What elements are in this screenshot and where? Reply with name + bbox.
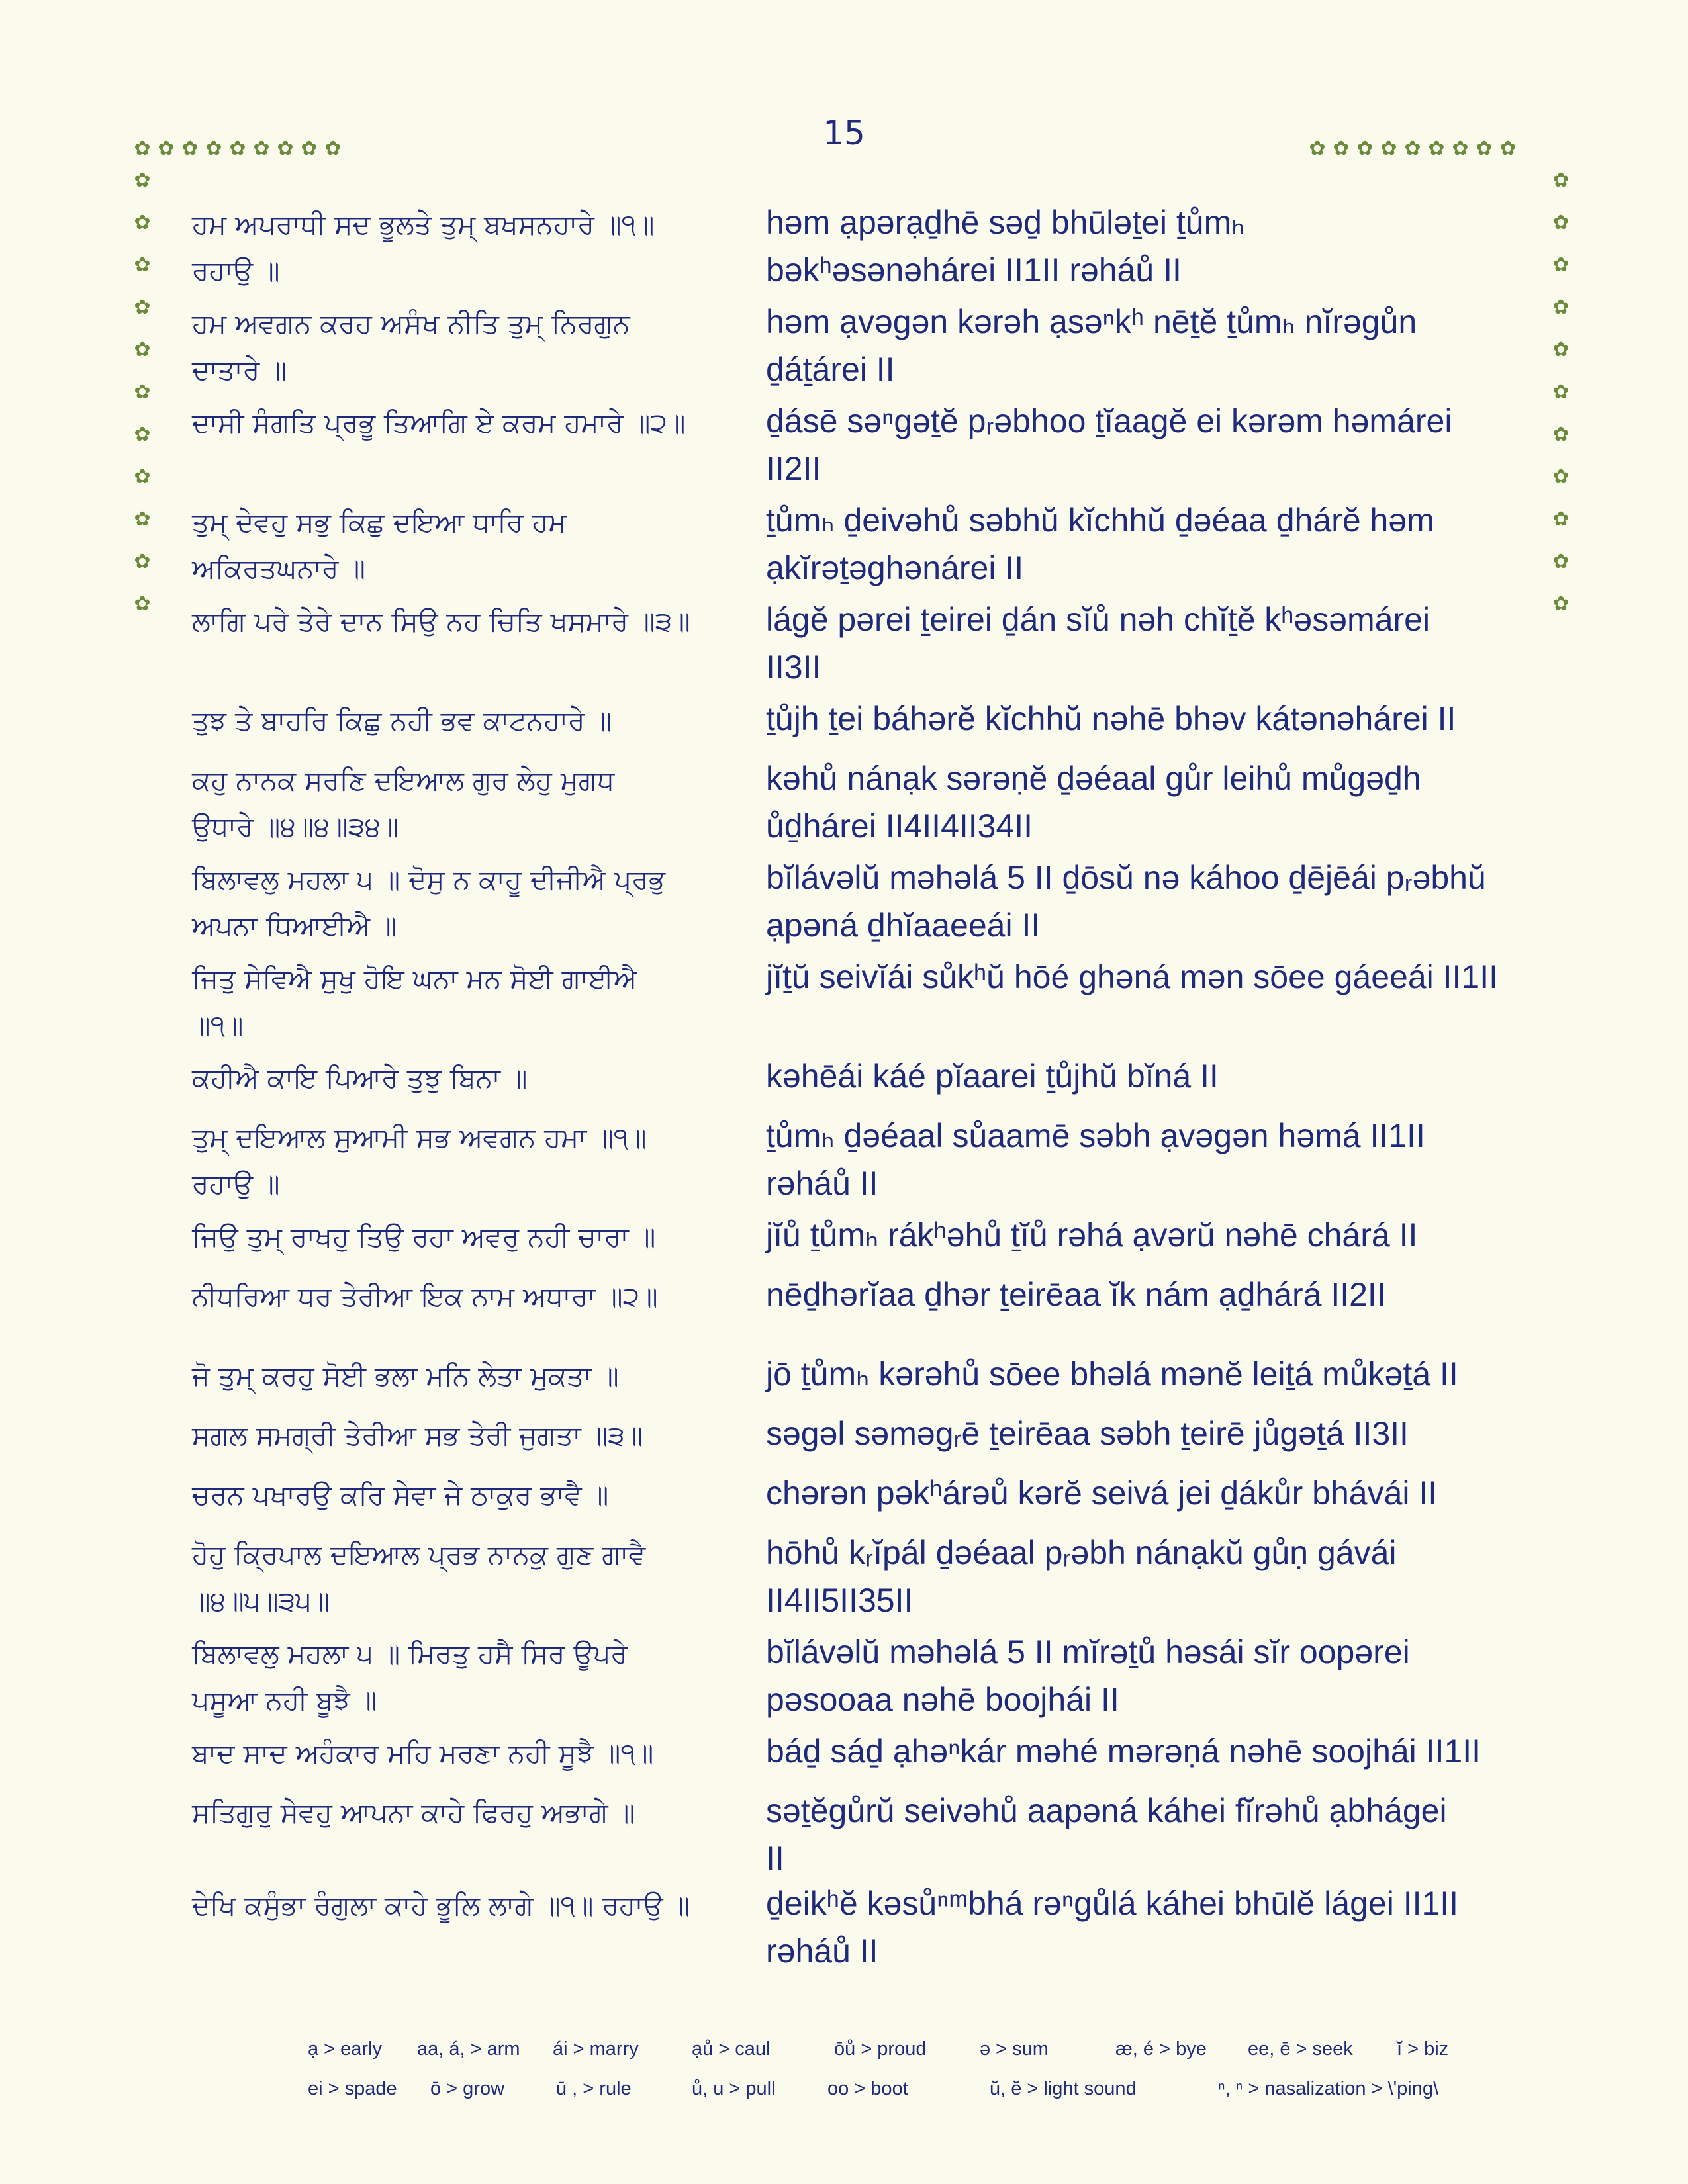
legend-item: ạů > caul — [692, 2038, 771, 2060]
flower-ornament-icon: ✿ — [134, 137, 151, 160]
gurmukhi-text — [192, 1273, 735, 1320]
legend-item: ĭ > biz — [1397, 2038, 1449, 2060]
transliteration-text — [766, 1052, 1514, 1100]
gurmukhi-line: ਰਹਾਉ ॥ — [192, 1168, 280, 1200]
transliteration-text — [766, 1727, 1514, 1775]
gurmukhi-text — [192, 300, 735, 393]
flower-ornament-icon: ✿ — [1499, 137, 1517, 160]
transliteration-text — [766, 754, 1514, 850]
transliteration-text — [766, 496, 1514, 592]
gurmukhi-line: ਸਤਿਗੁਰੁ ਸੇਵਹੁ ਆਪਨਾ ਕਾਹੇ ਫਿਰਹੁ ਅਭਾਗੇ ॥ — [192, 1797, 635, 1829]
legend-item: æ, é > bye — [1115, 2038, 1207, 2060]
legend-item: ạ > early — [308, 2038, 383, 2060]
page-number: 15 — [823, 114, 865, 152]
legend-item: ō > grow — [430, 2078, 505, 2099]
gurmukhi-text — [192, 956, 735, 1048]
gurmukhi-line: ਕਹੀਐ ਕਾਇ ਪਿਆਰੇ ਤੁਝੁ ਬਿਨਾ ॥ — [192, 1062, 528, 1094]
legend-item: ů, u > pull — [692, 2078, 776, 2099]
flower-ornament-icon: ✿ — [1552, 550, 1570, 573]
flower-ornament-icon: ✿ — [1552, 508, 1570, 531]
transliteration-text — [766, 854, 1514, 949]
transliteration-line: ṯůmₕ ḏəéaal sůaamē səbh ạvəgən həmá II1II — [766, 1117, 1425, 1154]
gurmukhi-line: ਸਗਲ ਸਮਗ੍ਰੀ ਤੇਰੀਆ ਸਭ ਤੇਰੀ ਜੁਗਤਾ ॥੩॥ — [192, 1420, 643, 1451]
gurmukhi-line: ਪਸੂਆ ਨਹੀ ਬੂਝੈ ॥ — [192, 1684, 377, 1716]
gurmukhi-text — [192, 1472, 735, 1518]
flower-ornament-icon: ✿ — [277, 137, 294, 160]
flower-ornament-icon: ✿ — [181, 137, 199, 160]
gurmukhi-line: ॥੪॥੫॥੩੫॥ — [192, 1585, 330, 1617]
gurmukhi-line: ਬਿਲਾਵਲੁ ਮਹਲਾ ੫ ॥ ਮਿਰਤੁ ਹਸੈ ਸਿਰ ਊਪਰੇ — [192, 1638, 628, 1670]
transliteration-line: II4II5II35II — [766, 1582, 914, 1619]
flower-ornament-icon: ✿ — [1476, 137, 1493, 160]
transliteration-line: ṯůmₕ ḏeivəhů səbhŭ kĭchhŭ ḏəéaa ḏhárĕ həm — [766, 502, 1434, 539]
flower-ornament-icon: ✿ — [1404, 137, 1421, 160]
gurmukhi-line: ਤੁਝ ਤੇ ਬਾਹਰਿ ਕਿਛੁ ਨਹੀ ਭਵ ਕਾਟਨਹਾਰੇ ॥ — [192, 705, 612, 737]
gurmukhi-text — [192, 1531, 735, 1624]
flower-ornament-icon: ✿ — [229, 137, 246, 160]
transliteration-text — [766, 1469, 1514, 1517]
gurmukhi-line: ॥੧॥ — [192, 1009, 244, 1041]
legend-item: oo > boot — [827, 2078, 908, 2099]
legend-item: ái > marry — [553, 2038, 639, 2060]
gurmukhi-line: ਕਹੁ ਨਾਨਕ ਸਰਣਿ ਦਇਆਲ ਗੁਰ ਲੇਹੁ ਮੁਗਧ — [192, 764, 615, 796]
gurmukhi-text — [192, 598, 735, 645]
gurmukhi-line: ਜੋ ਤੁਮ੍ ਕਰਹੁ ਸੋਈ ਭਲਾ ਮਨਿ ਲੇਤਾ ਮੁਕਤਾ ॥ — [192, 1360, 619, 1392]
transliteration-text — [766, 1211, 1514, 1259]
transliteration-line: báḏ sáḏ ạhəⁿkár məhé mərəṇá nəhē soojhái II1II — [766, 1733, 1481, 1770]
transliteration-line: chərən pəkʰárəů kərĕ seivá jei ḏákůr bhávái II — [766, 1475, 1438, 1512]
legend-item: ee, ē > seek — [1248, 2038, 1353, 2060]
gurmukhi-text — [192, 1353, 735, 1399]
transliteration-line: lágĕ pərei ṯeirei ḏán sĭů nəh chĭṯĕ kʰəsəmárei — [766, 601, 1430, 638]
flower-ornament-icon: ✿ — [134, 465, 151, 488]
gurmukhi-line: ਉਧਾਰੇ ॥੪॥੪॥੩੪॥ — [192, 811, 399, 842]
gurmukhi-text — [192, 1730, 735, 1776]
flower-ornament-icon: ✿ — [1428, 137, 1445, 160]
transliteration-line: nēḏhərĭaa ḏhər ṯeirēaa ĭk nám ạḏhárá II2II — [766, 1276, 1386, 1313]
transliteration-text — [766, 1628, 1514, 1723]
transliteration-text — [766, 397, 1514, 492]
flower-ornament-icon: ✿ — [1552, 338, 1570, 361]
flower-ornament-icon: ✿ — [1552, 423, 1570, 446]
transliteration-text — [766, 953, 1514, 1001]
flower-ornament-icon: ✿ — [1452, 137, 1469, 160]
transliteration-line: rəháů II — [766, 1933, 878, 1970]
gurmukhi-text — [192, 757, 735, 850]
transliteration-line: pəsooaa nəhē boojhái II — [766, 1681, 1119, 1718]
transliteration-text — [766, 199, 1514, 294]
gurmukhi-line: ਚਰਨ ਪਖਾਰਉ ਕਰਿ ਸੇਵਾ ਜੇ ਠਾਕੁਰ ਭਾਵੈ ॥ — [192, 1479, 609, 1511]
transliteration-text — [766, 1112, 1514, 1207]
flower-ornament-icon: ✿ — [1309, 137, 1326, 160]
transliteration-line: jĭṯŭ seivĭái sůkʰŭ hōé ghəná mən sōee gáeeái II1II — [766, 958, 1499, 995]
flower-ornament-icon: ✿ — [134, 508, 151, 531]
flower-ornament-icon: ✿ — [1380, 137, 1397, 160]
transliteration-line: II — [766, 1840, 784, 1877]
flower-ornament-icon: ✿ — [158, 137, 175, 160]
legend-item: ŭ, ĕ > light sound — [990, 2078, 1137, 2099]
transliteration-line: ṯůjh ṯei báhərĕ kĭchhŭ nəhē bhəv kátənəhárei II — [766, 700, 1456, 737]
flower-ornament-icon: ✿ — [134, 592, 151, 615]
flower-ornament-icon: ✿ — [253, 137, 270, 160]
transliteration-text — [766, 596, 1514, 691]
legend-item: ei > spade — [308, 2078, 397, 2099]
gurmukhi-text — [192, 1790, 735, 1836]
gurmukhi-text — [192, 1882, 735, 1929]
flower-ornament-icon: ✿ — [301, 137, 318, 160]
gurmukhi-text — [192, 856, 735, 949]
legend-item: aa, á, > arm — [417, 2038, 520, 2060]
transliteration-line: ḏeikʰĕ kəsůⁿᵐbhá rəⁿgůlá káhei bhūlĕ lágei II1II — [766, 1885, 1459, 1922]
flower-ornament-icon: ✿ — [134, 253, 151, 277]
transliteration-text — [766, 1410, 1514, 1457]
transliteration-line: rəháů II — [766, 1165, 878, 1202]
transliteration-line: ḏáṯárei II — [766, 351, 895, 388]
flower-ornament-icon: ✿ — [1552, 253, 1570, 277]
legend-item: ū , > rule — [556, 2078, 632, 2099]
gurmukhi-line: ਅਪਨਾ ਧਿਆਈਐ ॥ — [192, 910, 397, 942]
transliteration-text — [766, 298, 1514, 393]
transliteration-line: kəhů nánạk sərəṇĕ ḏəéaal gůr leihů můgəḏh — [766, 760, 1421, 797]
flower-ornament-icon: ✿ — [1356, 137, 1374, 160]
gurmukhi-text — [192, 1115, 735, 1207]
legend-item: ə > sum — [980, 2038, 1049, 2060]
flower-ornament-icon: ✿ — [134, 550, 151, 573]
transliteration-line: bĭlávəlŭ məhəlá 5 II ḏōsŭ nə káhoo ḏējēái pᵣəbhŭ — [766, 859, 1486, 896]
flower-ornament-icon: ✿ — [1552, 296, 1570, 319]
gurmukhi-text — [192, 1412, 735, 1459]
transliteration-text — [766, 1350, 1514, 1398]
transliteration-line: kəhēái káé pĭaarei ṯůjhŭ bĭná II — [766, 1058, 1219, 1095]
flower-ornament-icon: ✿ — [134, 169, 151, 192]
transliteration-line: ůḏhárei II4II4II34II — [766, 807, 1033, 844]
gurmukhi-text — [192, 499, 735, 592]
transliteration-line: hōhů kᵣĭpál ḏəéaal pᵣəbh nánạkŭ gůṇ gávái — [766, 1534, 1397, 1571]
flower-ornament-icon: ✿ — [1552, 465, 1570, 488]
gurmukhi-line: ਦਾਤਾਰੇ ॥ — [192, 354, 287, 386]
gurmukhi-text — [192, 201, 735, 294]
flower-ornament-icon: ✿ — [1552, 381, 1570, 404]
legend-item: ōů > proud — [834, 2038, 927, 2060]
transliteration-line: bĭlávəlŭ məhəlá 5 II mĭrəṯů həsái sĭr oopərei — [766, 1633, 1410, 1670]
transliteration-line: jĭů ṯůmₕ rákʰəhů ṯĭů rəhá ạvərŭ nəhē chárá II — [766, 1216, 1418, 1253]
gurmukhi-text — [192, 1055, 735, 1101]
gurmukhi-line: ਲਾਗਿ ਪਰੇ ਤੇਰੇ ਦਾਨ ਸਿਉ ਨਹ ਚਿਤਿ ਖਸਮਾਰੇ ॥੩॥ — [192, 606, 690, 637]
legend-item: ⁿ, ⁿ > nasalization > \'ping\ — [1218, 2078, 1439, 2099]
gurmukhi-text — [192, 698, 735, 744]
gurmukhi-line: ਬਾਦ ਸਾਦ ਅਹੰਕਾਰ ਮਹਿ ਮਰਣਾ ਨਹੀ ਸੂਝੈ ॥੧॥ — [192, 1737, 654, 1769]
transliteration-line: ạpəná ḏhĭaaeeái II — [766, 907, 1041, 944]
gurmukhi-line: ਹਮ ਅਵਗਨ ਕਰਹ ਅਸੰਖ ਨੀਤਿ ਤੁਮ੍ ਨਿਰਗੁਨ — [192, 308, 630, 340]
flower-ornament-icon: ✿ — [1552, 592, 1570, 615]
gurmukhi-line: ਦੇਖਿ ਕਸੁੰਭਾ ਰੰਗੁਲਾ ਕਾਹੇ ਭੂਲਿ ਲਾਗੇ ॥੧॥ ਰਹਾਉ ॥ — [192, 1889, 690, 1921]
flower-ornament-icon: ✿ — [134, 338, 151, 361]
transliteration-line: ạkĭrəṯəghənárei II — [766, 549, 1024, 586]
flower-ornament-icon: ✿ — [134, 381, 151, 404]
gurmukhi-line: ਦਾਸੀ ਸੰਗਤਿ ਪ੍ਰਭੂ ਤਿਆਗਿ ਏ ਕਰਮ ਹਮਾਰੇ ॥੨॥ — [192, 407, 686, 439]
gurmukhi-line: ਅਕਿਰਤਘਨਾਰੇ ॥ — [192, 553, 366, 584]
transliteration-line: bəkʰəsənəhárei II1II rəháů II — [766, 251, 1182, 289]
gurmukhi-line: ਤੁਮ੍ ਦੇਵਹੁ ਸਭੁ ਕਿਛੁ ਦਇਆ ਧਾਰਿ ਹਮ — [192, 506, 567, 538]
gurmukhi-text — [192, 1631, 735, 1723]
transliteration-line: həm ạvəgən kərəh ạsəⁿkʰ nēṯĕ ṯůmₕ nĭrəgůn — [766, 303, 1417, 340]
transliteration-text — [766, 1271, 1514, 1318]
flower-ornament-icon: ✿ — [1552, 211, 1570, 234]
gurmukhi-line: ਜਿਤੁ ਸੇਵਿਐ ਸੁਖੁ ਹੋਇ ਘਨਾ ਮਨ ਸੋਈ ਗਾਈਐ — [192, 963, 637, 995]
transliteration-text — [766, 1529, 1514, 1624]
transliteration-line: jō ṯůmₕ kərəhů sōee bhəlá mənĕ leiṯá můkəṯá II — [766, 1355, 1458, 1392]
flower-ornament-icon: ✿ — [324, 137, 342, 160]
transliteration-line: II3II — [766, 649, 821, 686]
transliteration-line: səṯĕgůrŭ seivəhů aapəná káhei fĭrəhů ạbhágei — [766, 1792, 1447, 1829]
gurmukhi-line: ਬਿਲਾਵਲੁ ਮਹਲਾ ੫ ॥ ਦੋਸੁ ਨ ਕਾਹੂ ਦੀਜੀਐ ਪ੍ਰਭੁ — [192, 864, 665, 895]
transliteration-text — [766, 1787, 1514, 1882]
gurmukhi-line: ਤੁਮ੍ ਦਇਆਲ ਸੁਆਮੀ ਸਭ ਅਵਗਨ ਹਮਾ ॥੧॥ — [192, 1122, 647, 1154]
transliteration-line: ḏásē səⁿgəṯĕ pᵣəbhoo ṯĭaagĕ ei kərəm həmárei — [766, 402, 1452, 439]
flower-ornament-icon: ✿ — [134, 211, 151, 234]
flower-ornament-icon: ✿ — [205, 137, 222, 160]
transliteration-line: II2II — [766, 450, 821, 487]
gurmukhi-line: ਰਹਾਉ ॥ — [192, 255, 280, 287]
gurmukhi-text — [192, 1214, 735, 1260]
flower-ornament-icon: ✿ — [134, 423, 151, 446]
gurmukhi-line: ਹਮ ਅਪਰਾਧੀ ਸਦ ਭੂਲਤੇ ਤੁਮ੍ ਬਖਸਨਹਾਰੇ ॥੧॥ — [192, 208, 655, 240]
flower-ornament-icon: ✿ — [1333, 137, 1350, 160]
flower-ornament-icon: ✿ — [134, 296, 151, 319]
transliteration-text — [766, 695, 1514, 743]
transliteration-line: həm ạpərạḏhē səḏ bhūləṯei ṯůmₕ — [766, 204, 1245, 241]
gurmukhi-line: ਹੋਹੁ ਕ੍ਰਿਪਾਲ ਦਇਆਲ ਪ੍ਰਭ ਨਾਨਕੁ ਗੁਣ ਗਾਵੈ — [192, 1539, 646, 1570]
transliteration-line: səgəl səməgᵣē ṯeirēaa səbh ṯeirē jůgəṯá II3II — [766, 1415, 1409, 1452]
gurmukhi-text — [192, 400, 735, 446]
gurmukhi-line: ਜਿਉ ਤੁਮ੍ ਰਾਖਹੁ ਤਿਉ ਰਹਾ ਅਵਰੁ ਨਹੀ ਚਾਰਾ ॥ — [192, 1221, 656, 1253]
transliteration-text — [766, 1880, 1514, 1975]
flower-ornament-icon: ✿ — [1552, 169, 1570, 192]
gurmukhi-line: ਨੀਧਰਿਆ ਧਰ ਤੇਰੀਆ ਇਕ ਨਾਮ ਅਧਾਰਾ ॥੨॥ — [192, 1281, 658, 1312]
